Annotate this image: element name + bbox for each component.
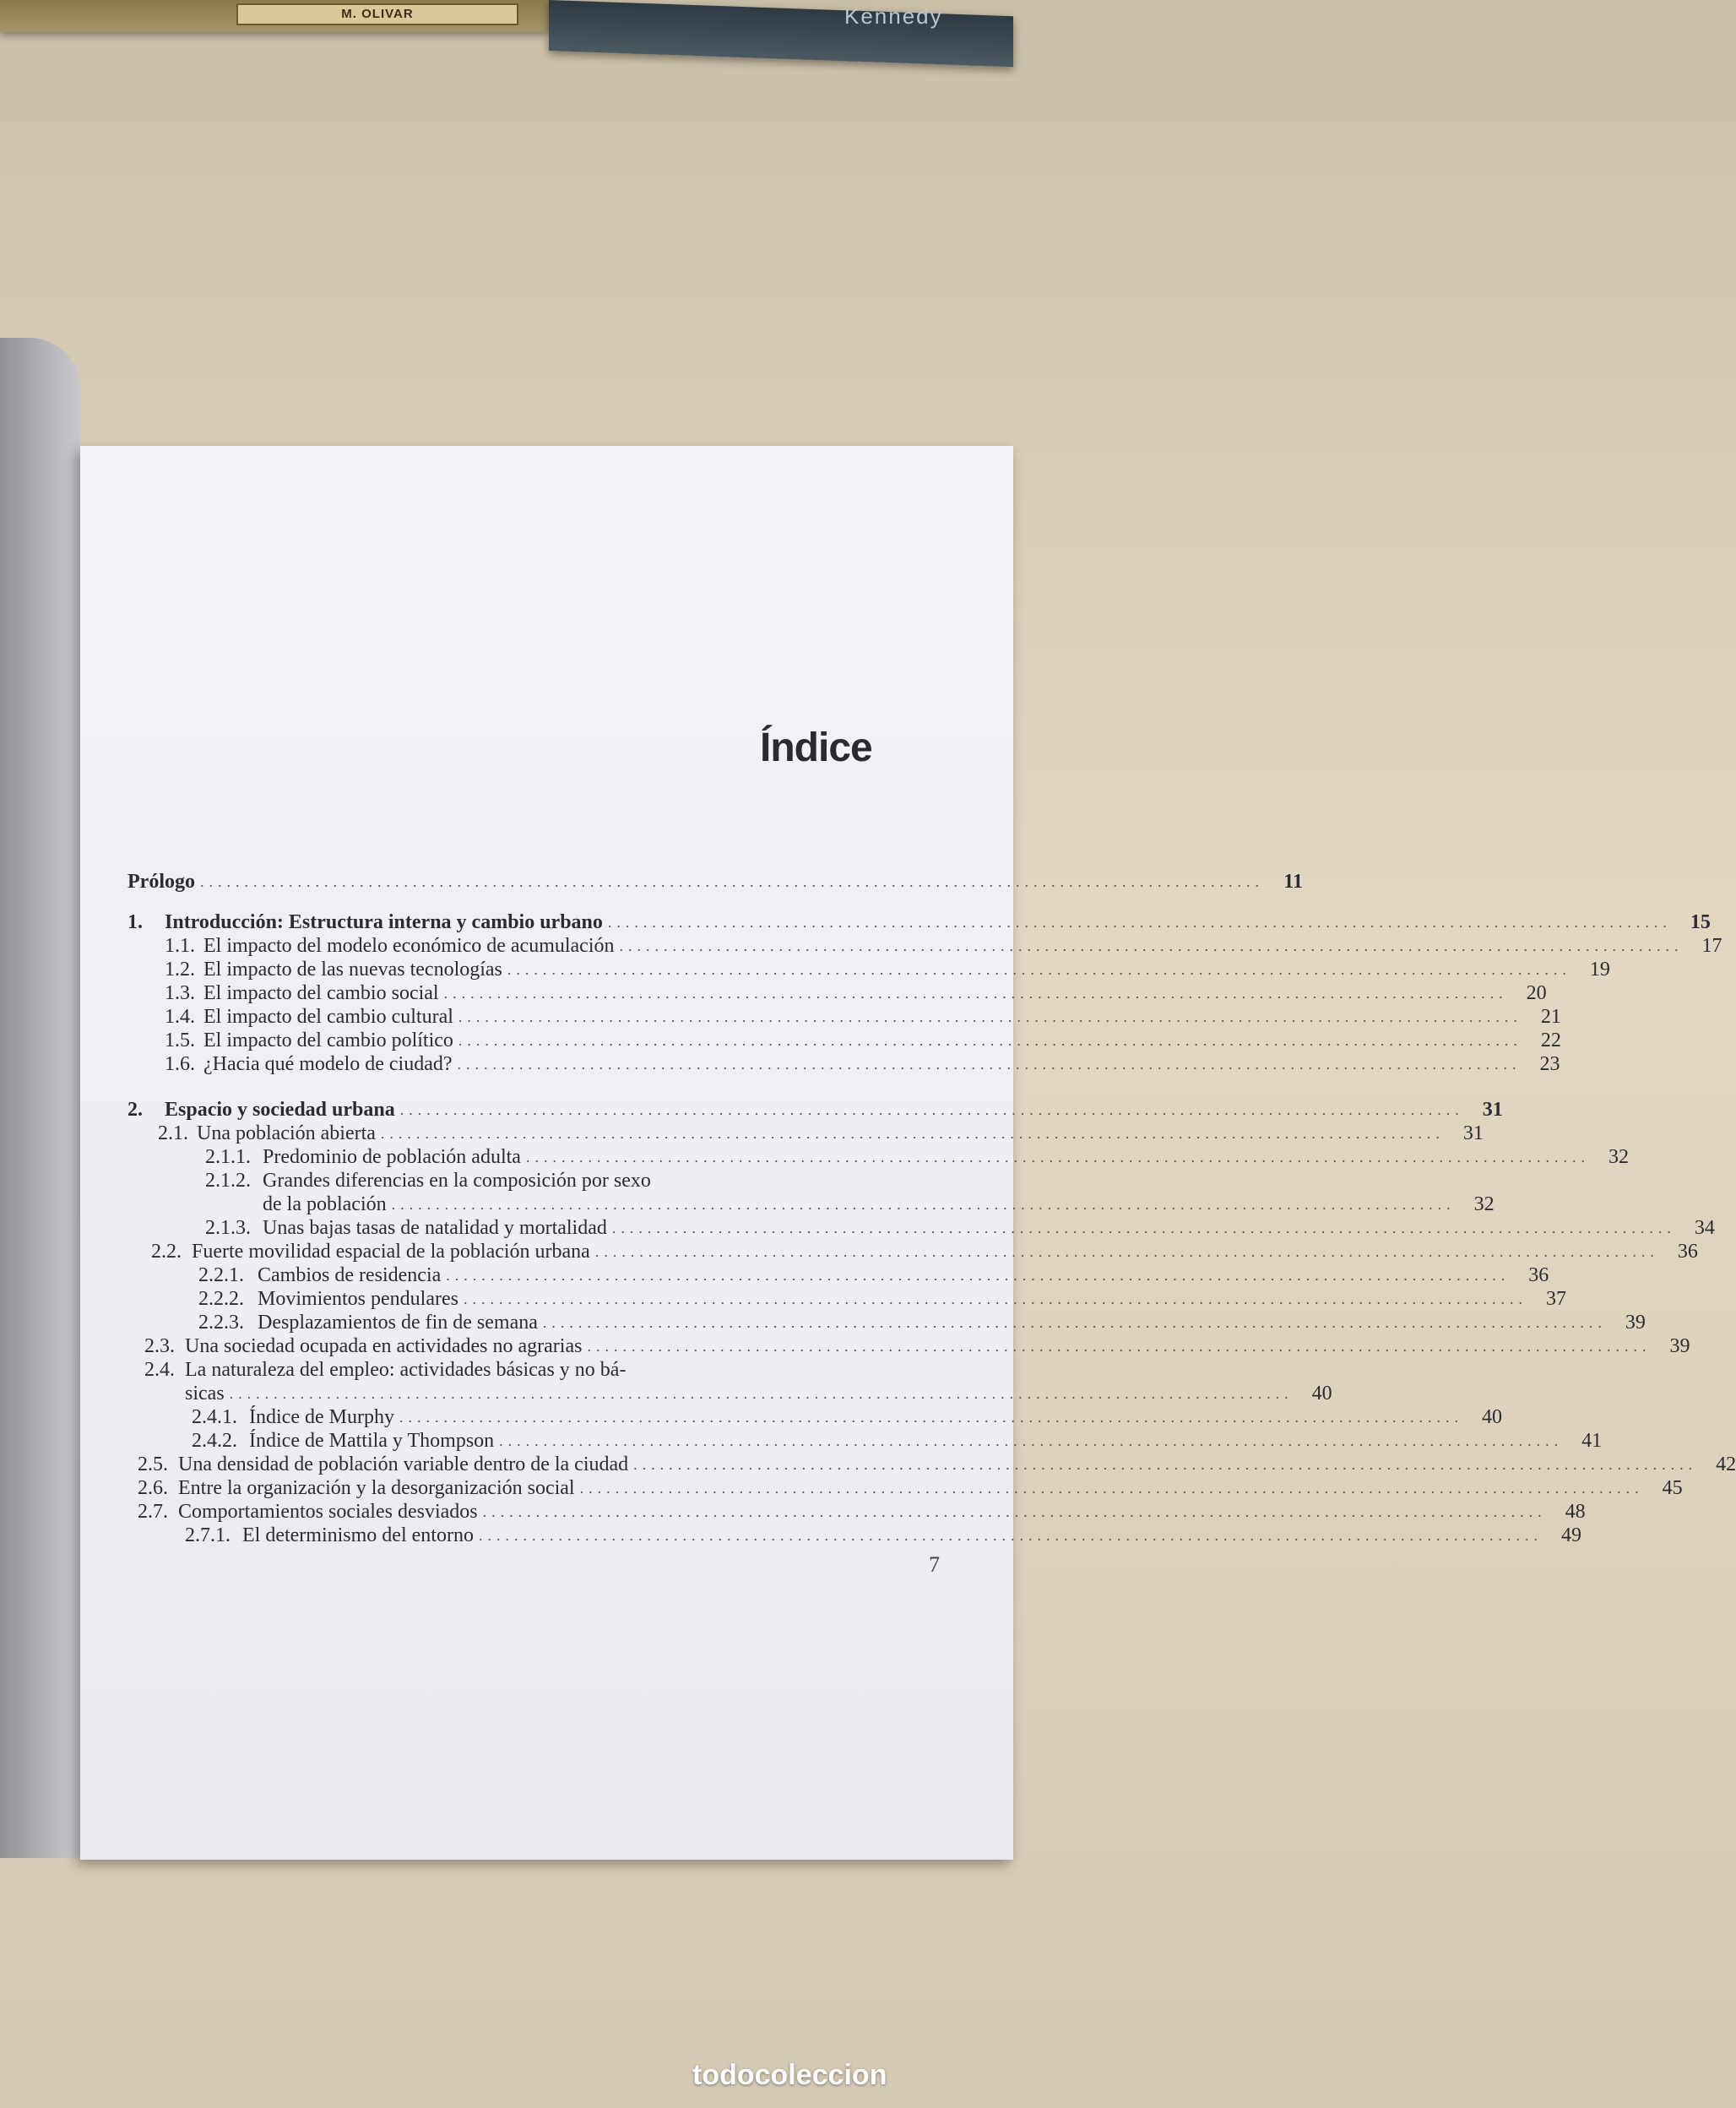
toc-entry-number: 2.1.1. — [205, 1146, 251, 1168]
toc-entry — [205, 1214, 1715, 1240]
toc-entry-number: 2.3. — [144, 1335, 175, 1357]
leader-dots: ........................................................................................................................ — [443, 985, 1508, 1002]
toc-entry-title: Movimientos pendulares — [258, 1288, 458, 1310]
toc-entry-title: Índice de Murphy — [249, 1406, 394, 1428]
leader-dots: ........................................................................................................................ — [229, 1385, 1294, 1402]
toc-entry-title: Una sociedad ocupada en actividades no agrarias — [185, 1335, 583, 1357]
book-spine-right — [549, 0, 1013, 67]
book-spine-left — [0, 0, 549, 32]
toc-entry — [185, 1522, 1581, 1547]
toc-entry-title: Una densidad de población variable dentro de la ciudad — [178, 1453, 629, 1475]
leader-dots: ........................................................................................................................ — [507, 961, 1571, 978]
leader-dots: ........................................................................................................................ — [399, 1101, 1464, 1118]
toc-entry-number: 1.6. — [165, 1053, 195, 1075]
toc-entry-page: 23 — [1539, 1053, 1560, 1075]
toc-entry — [144, 1380, 1332, 1405]
toc-entry-title: Introducción: Estructura interna y cambio urbano — [165, 911, 603, 933]
toc-entry-number: 2.2. — [151, 1241, 182, 1263]
toc-entry-number: 1. — [127, 911, 143, 933]
leader-dots: ........................................................................................................................ — [478, 1527, 1543, 1544]
toc-entry — [144, 1333, 1690, 1358]
toc-entry-title: ¿Hacia qué modelo de ciudad? — [203, 1053, 453, 1075]
leader-dots: ........................................................................................................................ — [633, 1456, 1698, 1473]
toc-entry-number: 2.6. — [138, 1477, 168, 1499]
toc-entry-number: 2.7.1. — [185, 1524, 231, 1546]
leader-dots: ........................................................................................................................ — [594, 1243, 1659, 1260]
toc-entry-number: 2.2.2. — [198, 1288, 244, 1310]
toc-entry — [198, 1309, 1646, 1334]
leader-dots: ........................................................................................................................ — [458, 1008, 1522, 1025]
leader-dots: ........................................................................................................................ — [607, 914, 1672, 931]
toc-entry-title: Comportamientos sociales desviados — [178, 1501, 478, 1523]
toc-entry-page: 31 — [1482, 1099, 1503, 1121]
toc-entry-page: 37 — [1545, 1288, 1566, 1310]
toc-entry-number: 2. — [127, 1099, 143, 1121]
toc-entry-number: 2.5. — [138, 1453, 168, 1475]
toc-entry — [198, 1285, 1566, 1311]
toc-entry-number: 2.4. — [144, 1359, 175, 1381]
toc-entry-title: El impacto de las nuevas tecnologías — [203, 959, 502, 981]
table-of-contents — [80, 446, 1736, 1860]
toc-entry-number: 1.5. — [165, 1030, 195, 1051]
toc-entry-title: La naturaleza del empleo: actividades básicas y no bá- — [185, 1359, 627, 1381]
leader-dots: ........................................................................................................................ — [458, 1032, 1522, 1049]
leader-dots: ........................................................................................................................ — [579, 1480, 1644, 1497]
toc-entry — [127, 909, 1711, 934]
toc-entry — [205, 1167, 958, 1193]
toc-entry-page: 39 — [1625, 1312, 1646, 1334]
leader-dots: ........................................................................................................................ — [619, 937, 1684, 954]
toc-entry — [165, 956, 1610, 981]
toc-entry-page: 22 — [1540, 1030, 1561, 1051]
toc-entry-title: Índice de Mattila y Thompson — [249, 1430, 495, 1452]
toc-entry-title: Prólogo — [127, 871, 195, 893]
toc-entry-page: 41 — [1581, 1430, 1603, 1452]
toc-entry — [205, 1144, 1629, 1169]
toc-entry-number: 2.1.2. — [205, 1170, 251, 1192]
toc-entry-page: 32 — [1473, 1193, 1495, 1215]
toc-entry-page: 17 — [1701, 935, 1722, 957]
toc-entry — [138, 1475, 1683, 1500]
toc-entry-number: 1.4. — [165, 1006, 195, 1028]
toc-entry-number: 2.1.3. — [205, 1217, 251, 1239]
toc-entry-page: 45 — [1662, 1477, 1683, 1499]
leader-dots: ........................................................................................................................ — [199, 873, 1264, 890]
toc-entry — [192, 1427, 1603, 1453]
toc-entry-title: El impacto del modelo económico de acumulación — [203, 935, 615, 957]
toc-entry-title: Entre la organización y la desorganización social — [178, 1477, 575, 1499]
page-title: Índice — [760, 725, 872, 770]
toc-entry — [165, 980, 1547, 1005]
toc-entry-title: sicas — [185, 1383, 225, 1404]
spine-label: M. OLIVAR — [236, 3, 518, 25]
leader-dots: ........................................................................................................................ — [482, 1503, 1547, 1520]
toc-entry — [127, 868, 1303, 894]
toc-entry-page: 48 — [1565, 1501, 1586, 1523]
toc-entry-number: 2.2.1. — [198, 1264, 244, 1286]
toc-entry-title: Desplazamientos de fin de semana — [258, 1312, 538, 1334]
toc-entry-title: Predominio de población adulta — [263, 1146, 521, 1168]
leader-dots: ........................................................................................................................ — [399, 1409, 1463, 1426]
toc-entry — [165, 1051, 1560, 1076]
toc-entry-page: 15 — [1690, 911, 1711, 933]
watermark-logo: todocoleccion — [692, 2059, 887, 2091]
toc-entry-number: 2.4.1. — [192, 1406, 237, 1428]
toc-entry-number: 1.1. — [165, 935, 195, 957]
toc-entry-page: 31 — [1462, 1122, 1484, 1144]
toc-entry — [205, 1191, 1495, 1216]
toc-entry — [198, 1262, 1549, 1287]
toc-entry-number: 1.2. — [165, 959, 195, 981]
toc-entry-title: El determinismo del entorno — [242, 1524, 474, 1546]
leader-dots: ........................................................................................................................ — [499, 1432, 1564, 1449]
toc-entry-page: 20 — [1526, 982, 1547, 1004]
toc-entry-page: 39 — [1669, 1335, 1690, 1357]
toc-entry-number: 2.1. — [158, 1122, 188, 1144]
toc-entry — [138, 1451, 1736, 1476]
leader-dots: ........................................................................................................................ — [380, 1125, 1445, 1142]
toc-entry-title: El impacto del cambio político — [203, 1030, 453, 1051]
toc-entry-number: 2.2.3. — [198, 1312, 244, 1334]
toc-entry — [165, 932, 1722, 958]
toc-entry-number: 2.4.2. — [192, 1430, 237, 1452]
leader-dots: ........................................................................................................................ — [587, 1338, 1652, 1355]
toc-entry-title: El impacto del cambio social — [203, 982, 439, 1004]
toc-entry-title: Grandes diferencias en la composición por sexo — [263, 1170, 651, 1192]
toc-entry-title: Espacio y sociedad urbana — [165, 1099, 395, 1121]
toc-entry — [165, 1003, 1561, 1029]
underlying-book-edge — [0, 338, 80, 1858]
toc-entry — [165, 1027, 1561, 1052]
toc-entry — [158, 1120, 1484, 1145]
toc-entry-title: de la población — [263, 1193, 387, 1215]
toc-entry-page: 21 — [1540, 1006, 1561, 1028]
leader-dots: ........................................................................................................................ — [446, 1267, 1511, 1284]
leader-dots: ........................................................................................................................ — [457, 1056, 1522, 1073]
toc-entry-number: 2.7. — [138, 1501, 168, 1523]
leader-dots: ........................................................................................................................ — [542, 1314, 1607, 1331]
toc-entry — [127, 1096, 1503, 1122]
toc-entry — [151, 1238, 1698, 1263]
leader-dots: ........................................................................................................................ — [463, 1290, 1527, 1307]
toc-entry-title: Fuerte movilidad espacial de la población urbana — [192, 1241, 590, 1263]
toc-entry-number: 1.3. — [165, 982, 195, 1004]
toc-entry-page: 40 — [1311, 1383, 1332, 1404]
toc-entry-page: 42 — [1716, 1453, 1736, 1475]
toc-entry-page: 19 — [1589, 959, 1610, 981]
spine-right-label: Kennedy — [844, 3, 943, 29]
leader-dots: ........................................................................................................................ — [525, 1149, 1590, 1165]
toc-entry — [192, 1404, 1502, 1429]
leader-dots: ........................................................................................................................ — [391, 1196, 1456, 1213]
toc-entry-page: 34 — [1694, 1217, 1715, 1239]
toc-entry-page: 36 — [1528, 1264, 1549, 1286]
toc-entry-title: El impacto del cambio cultural — [203, 1006, 453, 1028]
toc-entry-page: 49 — [1560, 1524, 1581, 1546]
toc-entry-page: 32 — [1608, 1146, 1629, 1168]
leader-dots: ........................................................................................................................ — [611, 1220, 1676, 1236]
toc-entry-page: 40 — [1481, 1406, 1502, 1428]
toc-entry-title: Cambios de residencia — [258, 1264, 442, 1286]
toc-entry-page: 36 — [1677, 1241, 1698, 1263]
page-number: 7 — [929, 1552, 940, 1577]
book-page — [80, 446, 1736, 1860]
toc-entry — [138, 1498, 1586, 1524]
toc-entry-title: Una población abierta — [197, 1122, 376, 1144]
toc-entry-title: Unas bajas tasas de natalidad y mortalidad — [263, 1217, 607, 1239]
toc-entry — [144, 1356, 958, 1382]
toc-entry-page: 11 — [1283, 871, 1303, 893]
